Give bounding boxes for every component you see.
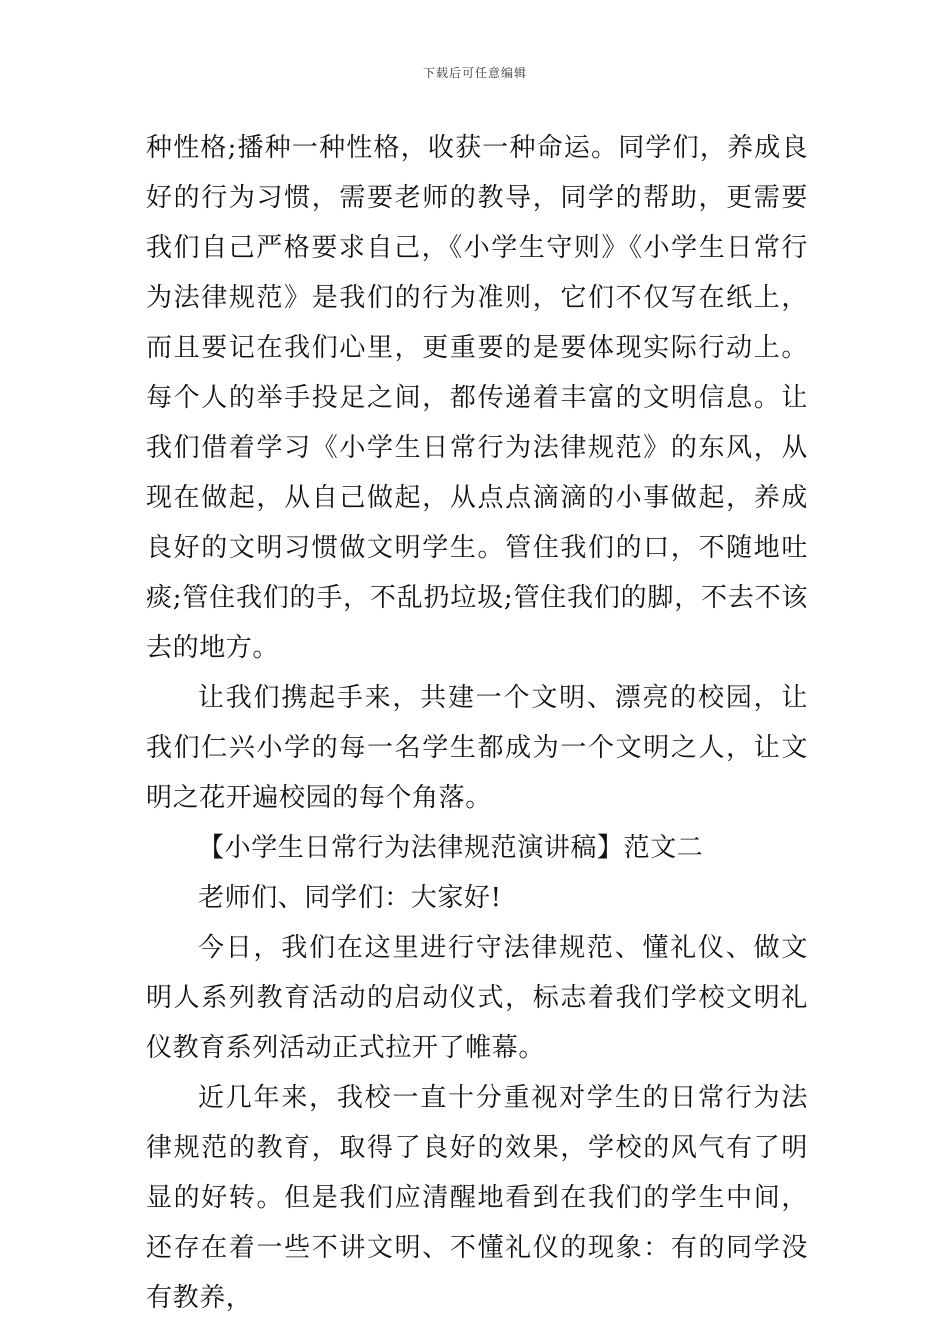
- greeting: 老师们、同学们：大家好!: [198, 883, 502, 913]
- document-body: [146, 123, 808, 1323]
- paragraph-2: 让我们携起手来，共建一个文明、漂亮的校园，让我们仁兴小学的每一名学生都成为一个文明之人，让文明之花开遍校园的每个角落。: [146, 683, 808, 813]
- paragraph-4: 近几年来，我校一直十分重视对学生的日常行为法律规范的教育，取得了良好的效果，学校的风气有了明显的好转。但是我们应清醒地看到在我们的学生中间，还存在着一些不讲文明、不懂礼仪的现象：有的同学没有教养，: [146, 1083, 808, 1313]
- paragraph-1: 种性格;播种一种性格，收获一种命运。同学们，养成良好的行为习惯，需要老师的教导，同学的帮助，更需要我们自己严格要求自己，《小学生守则》《小学生日常行为法律规范》是我们的行为准则，它们不仅写在纸上，而且要记在我们心里，更重要的是要体现实际行动上。每个人的举手投足之间，都传递着丰富的文明信息。让我们借着学习《小学生日常行为法律规范》的东风，从现在做起，从自己做起，从点点滴滴的小事做起，养成良好的文明习惯做文明学生。管住我们的口，不随地吐痰;管住我们的手，不乱扔垃圾;管住我们的脚，不去不该去的地方。: [146, 133, 808, 663]
- page-header: 下载后可任意编辑: [422, 66, 527, 80]
- paragraph-3: 今日，我们在这里进行守法律规范、懂礼仪、做文明人系列教育活动的启动仪式，标志着我们学校文明礼仪教育系列活动正式拉开了帷幕。: [146, 933, 808, 1063]
- section-heading: 【小学生日常行为法律规范演讲稿】范文二: [198, 833, 704, 863]
